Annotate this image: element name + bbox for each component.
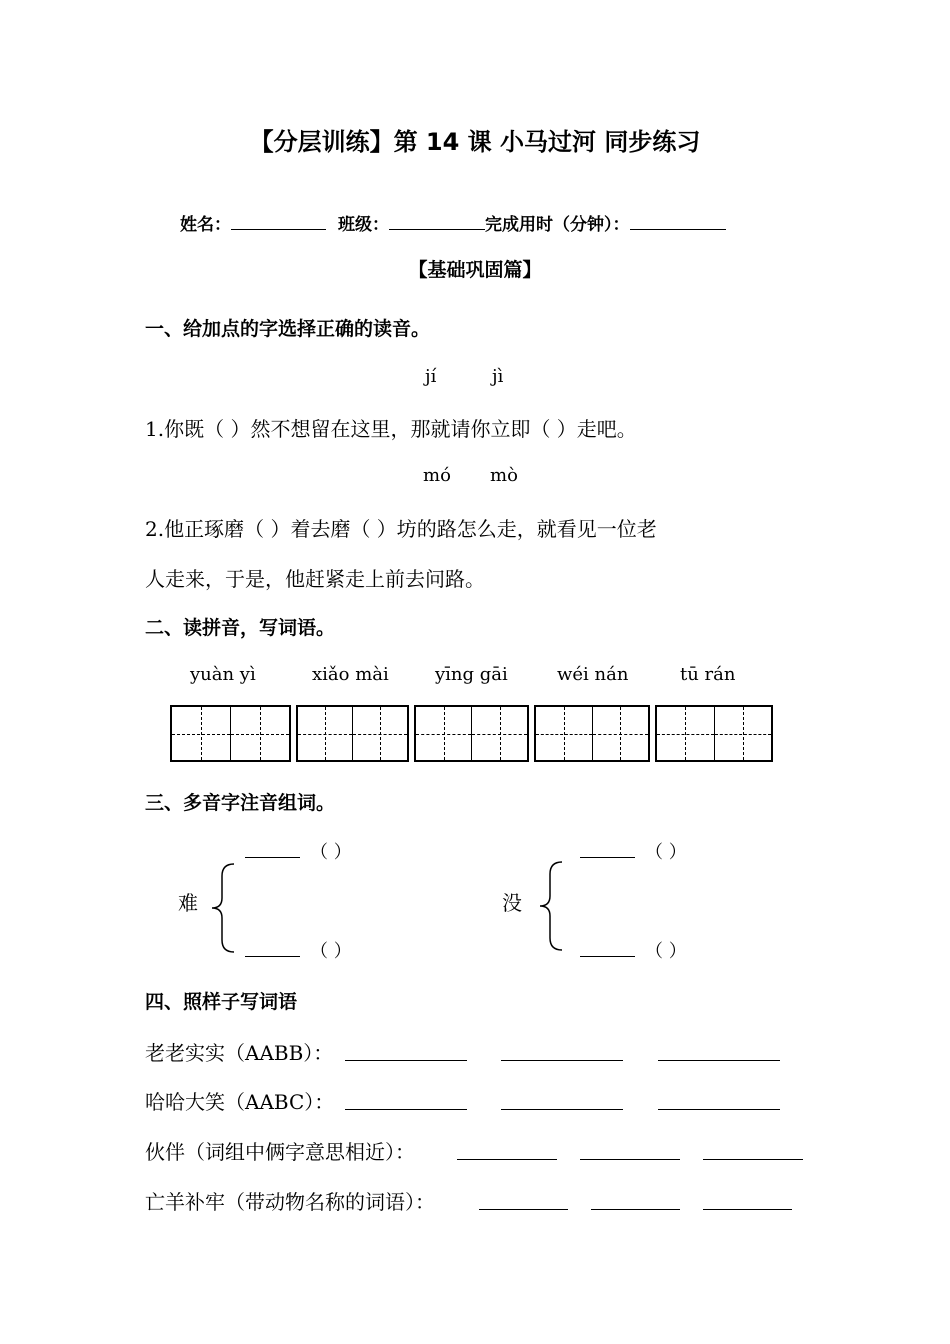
paren: （ ） xyxy=(310,941,352,962)
class-blank[interactable] xyxy=(389,211,485,230)
student-info-row xyxy=(180,210,726,235)
answer-line[interactable] xyxy=(580,1159,680,1160)
nan-reading-2[interactable] xyxy=(245,937,352,963)
paren: （ ） xyxy=(645,941,687,962)
nan-reading-1[interactable] xyxy=(245,838,352,864)
q1-sentence-2-line2: 人走来，于是，他赶紧走上前去问路。 xyxy=(145,567,485,591)
q1-pinyin-ji4: jì xyxy=(492,366,504,387)
blank-line[interactable] xyxy=(580,956,635,957)
answer-line[interactable] xyxy=(703,1209,792,1210)
mei-reading-1[interactable] xyxy=(580,838,687,864)
answer-line[interactable] xyxy=(501,1109,623,1110)
answer-line[interactable] xyxy=(479,1209,568,1210)
q2-heading: 二、读拼音，写词语。 xyxy=(145,617,336,639)
answer-line[interactable] xyxy=(591,1209,680,1210)
writing-grid-4[interactable] xyxy=(534,705,650,762)
name-label: 姓名： xyxy=(180,215,231,235)
answer-line[interactable] xyxy=(345,1109,467,1110)
q2-pinyin-3: yīng gāi xyxy=(435,664,508,685)
answer-line[interactable] xyxy=(703,1159,803,1160)
writing-grid-1[interactable] xyxy=(170,705,291,762)
name-blank[interactable] xyxy=(231,211,326,230)
answer-line[interactable] xyxy=(345,1060,467,1061)
page-title: 【分层训练】第 14 课 小马过河 同步练习 xyxy=(249,128,701,156)
time-label: 完成用时（分钟）： xyxy=(485,215,630,235)
class-label: 班级： xyxy=(338,215,389,235)
paren: （ ） xyxy=(645,842,687,863)
q4-row-2-label: 哈哈大笑（AABC）： xyxy=(145,1090,335,1114)
q4-row-3-label: 伙伴（词组中俩字意思相近）： xyxy=(145,1140,415,1164)
answer-line[interactable] xyxy=(501,1060,623,1061)
q1-heading: 一、给加点的字选择正确的读音。 xyxy=(145,318,431,340)
q1-sentence-2-line1: 2.他正琢磨（ ）着去磨（ ）坊的路怎么走，就看见一位老 xyxy=(145,517,657,541)
writing-grid-5[interactable] xyxy=(655,705,773,762)
q2-pinyin-4: wéi nán xyxy=(557,664,629,685)
q1-pinyin-ji2: jí xyxy=(425,366,437,387)
paren: （ ） xyxy=(310,842,352,863)
section-title: 【基础巩固篇】 xyxy=(408,259,542,281)
answer-line[interactable] xyxy=(658,1060,780,1061)
q2-pinyin-2: xiǎo mài xyxy=(312,664,389,685)
q3-heading: 三、多音字注音组词。 xyxy=(145,792,336,814)
polyphone-char-nan: 难 xyxy=(178,891,198,915)
writing-grid-2[interactable] xyxy=(296,705,409,762)
q2-pinyin-1: yuàn yì xyxy=(190,664,256,685)
answer-line[interactable] xyxy=(457,1159,557,1160)
q4-heading: 四、照样子写词语 xyxy=(145,991,298,1013)
q4-row-4-label: 亡羊补牢（带动物名称的词语）： xyxy=(145,1190,435,1214)
polyphone-char-mei: 没 xyxy=(502,891,522,915)
q1-pinyin-mo2: mó xyxy=(423,465,451,486)
blank-line[interactable] xyxy=(245,857,300,858)
brace-icon xyxy=(208,862,238,954)
mei-reading-2[interactable] xyxy=(580,937,687,963)
blank-line[interactable] xyxy=(245,956,300,957)
q4-row-1-label: 老老实实（AABB）： xyxy=(145,1041,334,1065)
answer-line[interactable] xyxy=(658,1109,780,1110)
q1-sentence-1: 1.你既（ ）然不想留在这里，那就请你立即（ ）走吧。 xyxy=(145,417,637,441)
q2-pinyin-5: tū rán xyxy=(680,664,736,685)
blank-line[interactable] xyxy=(580,857,635,858)
brace-icon xyxy=(536,860,566,952)
q1-pinyin-mo4: mò xyxy=(490,465,518,486)
writing-grid-3[interactable] xyxy=(414,705,529,762)
time-blank[interactable] xyxy=(630,211,726,230)
